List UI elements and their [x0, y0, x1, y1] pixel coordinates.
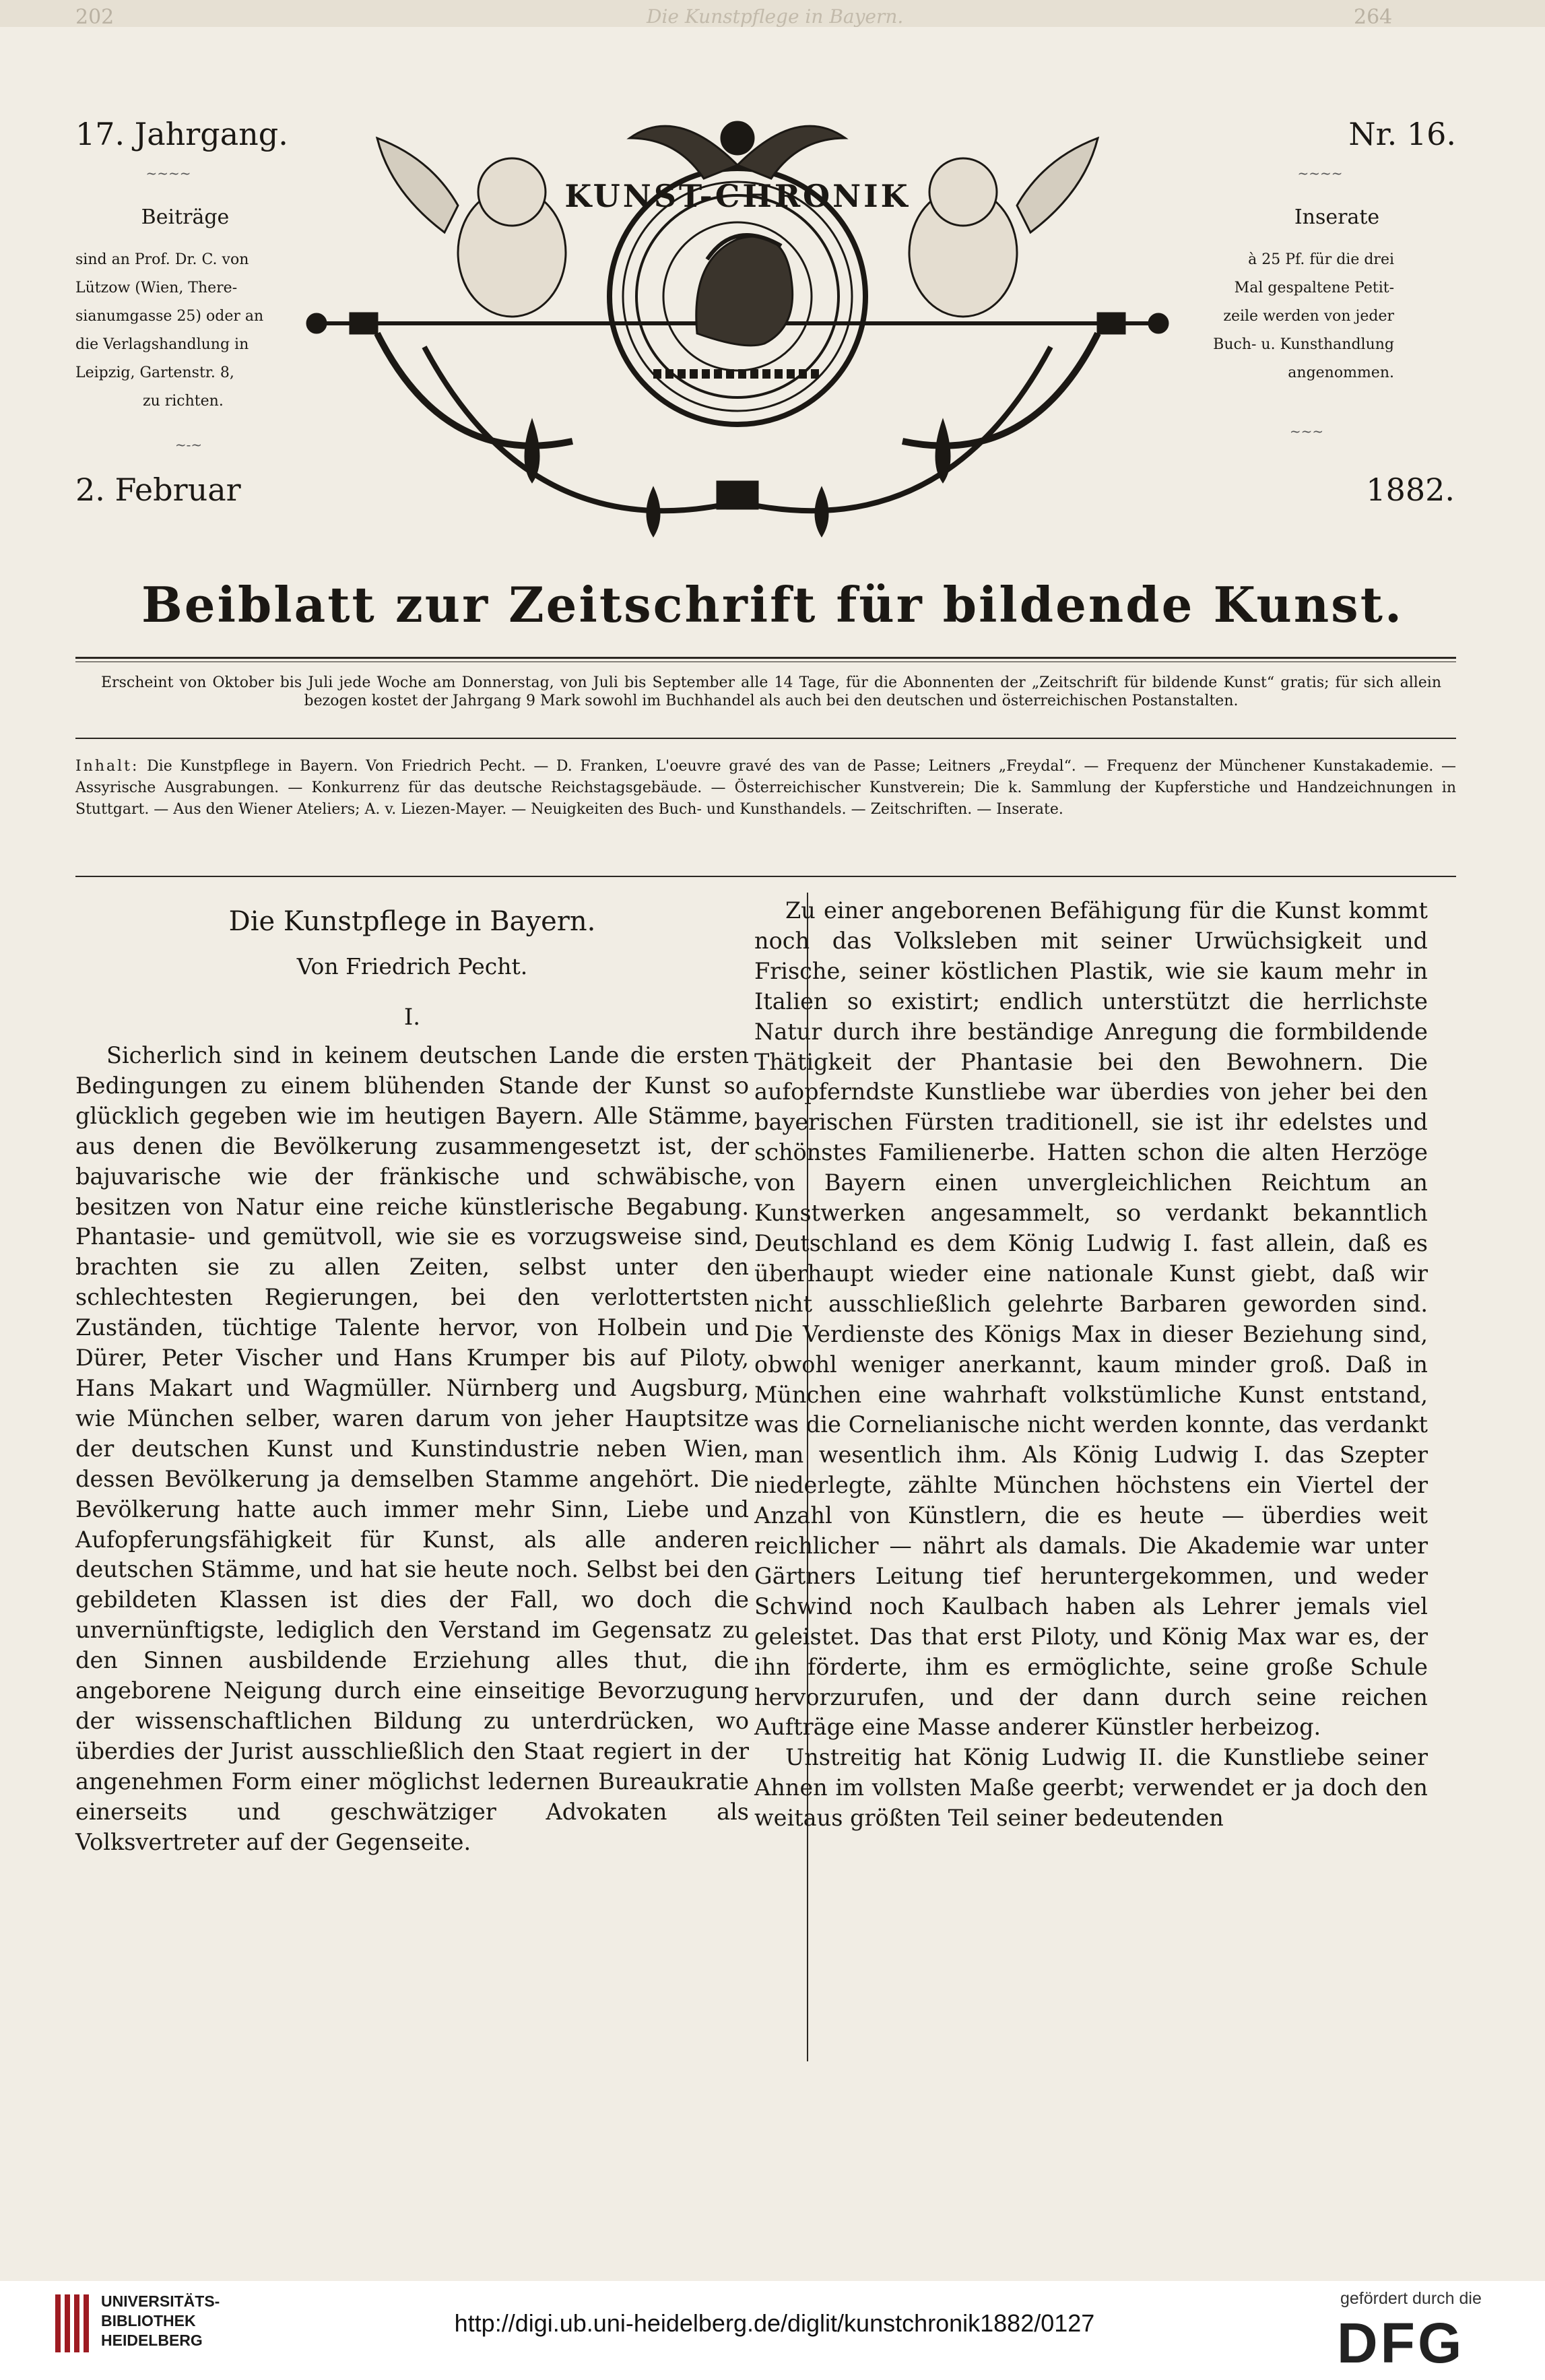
- ornament-tilde: ~-~: [174, 437, 203, 453]
- divider: [75, 876, 1456, 877]
- university-library-logo-icon: [53, 2290, 93, 2356]
- edge-right-text: 264: [1354, 5, 1393, 29]
- toc-text: Die Kunstpflege in Bayern. Von Friedrich Pecht. — D. Franken, L'oeuvre gravé des van de Passe; Leitners „Freydal“. — Frequenz der Münchener Kunstakademie. — Assyrische Ausgrabungen. — Konkurrenz für das deutsche Reichstagsgebäude. — Österreichischer Kunstverein; Die k. Sammlung der Kupferstiche und Handzeichnungen in Stuttgart. — Aus den Wiener Ateliers; A. v. Liezen-Mayer. — Neuigkeiten des Buch- und Kunsthandels. — Zeitschriften. — Inserate.: [75, 758, 1456, 818]
- issue-date: 2. Februar: [75, 472, 241, 508]
- advertisements-heading: Inserate: [1294, 205, 1380, 229]
- advertisements-info: [1185, 246, 1394, 387]
- library-name: [101, 2292, 220, 2350]
- issue-year: 1882.: [1366, 472, 1455, 508]
- article-paragraph: Unstreitig hat König Ludwig II. die Kunstliebe seiner Ahnen im vollsten Maße geerbt; verwendet er ja doch den weitaus größten Teil seiner bedeutenden: [754, 1744, 1428, 1832]
- issue-number: Nr. 16.: [1348, 116, 1456, 152]
- table-of-contents: [75, 756, 1456, 821]
- ornament-tilde: ~~~: [1289, 423, 1324, 439]
- edge-left-text: 202: [75, 5, 114, 29]
- advertisements-line: Mal gespaltene Petit-: [1234, 280, 1394, 296]
- advertisements-line: Buch- u. Kunsthandlung: [1213, 336, 1394, 353]
- contributions-line: Lützow (Wien, There-: [75, 280, 238, 296]
- advertisements-line: angenommen.: [1288, 364, 1394, 381]
- page-title: Beiblatt zur Zeitschrift für bildende Kunst.: [141, 576, 1404, 633]
- contributions-line: sind an Prof. Dr. C. von: [75, 251, 249, 268]
- advertisements-line: à 25 Pf. für die drei: [1248, 251, 1394, 268]
- contributions-line: zu richten.: [143, 393, 224, 410]
- contributions-line: die Verlagshandlung in: [75, 336, 249, 353]
- article-paragraph: Zu einer angeborenen Befähigung für die Kunst kommt noch das Volksleben mit seiner Urwüchsigkeit und Frische, seiner köstlichen Plastik, wie sie kaum mehr in Italien so existirt; endlich unterstützt die herrlichste Natur durch ihre beständige Anregung die formbildende Thätigkeit der Phantasie bei den Bewohnern. Die aufopferndste Kunstliebe war überdies von jeher bei den bayerischen Fürsten traditionell, sie ist ihr edelstes und schönstes Familienerbe. Hatten schon die alten Herzöge von Bayern einen unvergleichlichen Reichtum an Kunstwerken angesammelt, so verdankt bekanntlich Deutschland es dem König Ludwig I. fast allein, daß es überhaupt wieder eine nationale Kunst giebt, daß wir nicht ausschließlich gelehrte Barbaren geworden sind. Die Verdienste des Königs Max in dieser Beziehung sind, obwohl weniger anerkannt, kaum minder groß. Daß in München eine wahrhaft volkstümliche Kunst entstand, was die Cornelianische nicht werden konnte, das verdankt man wesentlich ihm. Als König Ludwig I. das Szepter niederlegte, zählte München höchstens ein Viertel der Anzahl von Künstlern, die es heute — überdies weit reichlicher — nährt als damals. Die Akademie war unter Gärtners Leitung tief heruntergekommen, und weder Schwind noch Kaulbach haben als Lehrer jemals viel geleistet. Das that erst Piloty, und König Max war es, der ihn förderte, ihm es ermöglichte, seine große Schule hervorzurufen, und der dann durch seine reichen Aufträge eine Masse anderer Künstler herbeizog.: [754, 897, 1428, 1741]
- divider: [75, 657, 1456, 659]
- previous-page-edge: [0, 0, 1545, 27]
- toc-label: Inhalt:: [75, 758, 139, 775]
- divider: [75, 738, 1456, 739]
- funding-note: gefördert durch die: [1340, 2289, 1482, 2308]
- article-title: Die Kunstpflege in Bayern.: [228, 906, 596, 937]
- article-column-left: [75, 1041, 749, 1857]
- volume-label: 17. Jahrgang.: [75, 116, 288, 152]
- library-name-line: BIBLIOTHEK: [101, 2312, 196, 2329]
- ornament-tilde: ~~~~: [1297, 165, 1343, 181]
- advertisements-line: zeile werden von jeder: [1223, 308, 1394, 325]
- publication-info: Erscheint von Oktober bis Juli jede Woche am Donnerstag, von Juli bis September alle 14 Tage, für die Abonnenten der „Zeitschrift für bildende Kunst“ gratis; für sich allein bezogen kostet der Jahrgang 9 Mark sowohl im Buchhandel als auch bei den deutschen und österreichischen Postanstalten.: [101, 674, 1441, 709]
- article-column-right: [754, 896, 1428, 1834]
- ornament-tilde: ~~~~: [145, 165, 191, 181]
- library-name-line: UNIVERSITÄTS-: [101, 2292, 220, 2310]
- kunst-chronik-emblem: [290, 91, 1185, 562]
- article-byline: Von Friedrich Pecht.: [296, 953, 528, 979]
- emblem-text: KUNST-CHRONIK: [564, 178, 911, 214]
- permalink[interactable]: http://digi.ub.uni-heidelberg.de/diglit/kunstchronik1882/0127: [454, 2309, 1095, 2337]
- contributions-heading: Beiträge: [141, 205, 230, 229]
- article-paragraph: Sicherlich sind in keinem deutschen Lande die ersten Bedingungen zu einem blühenden Stande der Kunst so glücklich gegeben wie im heutigen Bayern. Alle Stämme, aus denen die Bevölkerung zusammengesetzt ist, der bajuvarische wie der fränkische und schwäbische, besitzen von Natur eine reiche künstlerische Begabung. Phantasie- und gemütvoll, wie sie es vorzugsweise sind, brachten sie zu allen Zeiten, selbst unter den schlechtesten Regierungen, bei den verlottertsten Zuständen, tüchtige Talente hervor, von Holbein und Dürer, Peter Vischer und Hans Krumper bis auf Piloty, Hans Makart und Wagmüller. Nürnberg und Augsburg, wie München selber, waren darum von jeher Hauptsitze der deutschen Kunst und Kunstindustrie neben Wien, dessen Bevölkerung ja demselben Stamme angehört. Die Bevölkerung hatte auch immer mehr Sinn, Liebe und Aufopferungsfähigkeit für Kunst, als alle anderen deutschen Stämme, und hat sie heute noch. Selbst bei den gebildeten Klassen ist dies der Fall, wo doch die unvernünftigste, lediglich den Verstand im Gegensatz zu den Sinnen ausbildende Erziehung alles thut, die angeborene Neigung durch eine einseitige Bevorzugung der wissenschaftlichen Bildung zu unterdrücken, wo überdies der Jurist ausschließlich den Staat regiert in der angenehmen Form einer möglichst ledernen Bureaukratie einerseits und geschwätziger Advokaten als Volksvertreter auf der Gegenseite.: [75, 1042, 749, 1855]
- article-section-number: I.: [403, 1004, 421, 1031]
- dfg-logo: DFG: [1337, 2311, 1465, 2375]
- edge-center-text: Die Kunstpflege in Bayern.: [647, 5, 904, 28]
- library-name-line: HEIDELBERG: [101, 2331, 203, 2349]
- contributions-info: [75, 246, 298, 416]
- contributions-line: Leipzig, Gartenstr. 8,: [75, 364, 234, 381]
- contributions-line: sianumgasse 25) oder an: [75, 308, 264, 325]
